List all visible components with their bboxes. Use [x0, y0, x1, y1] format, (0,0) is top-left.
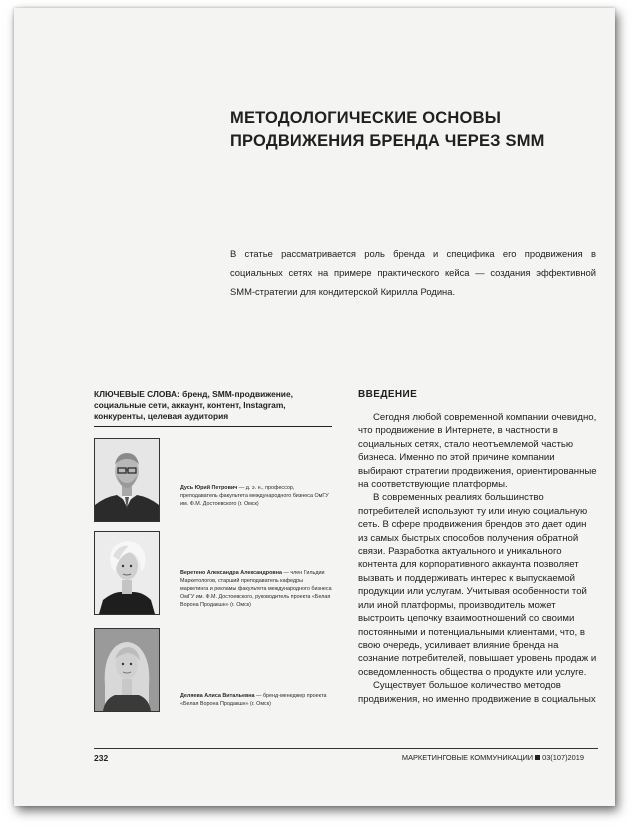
author-photo-1: [94, 438, 160, 522]
author-bio-3: — бренд-менеджер проекта «Белая Ворона Продакшн» (г. Омск): [180, 693, 327, 707]
journal-issue: 03(107)2019: [542, 753, 584, 762]
page-number: 232: [94, 753, 109, 763]
author-caption-2: [180, 569, 332, 609]
author-bio-2: — член Гильдии Маркетологов, старший преподаватель кафедры маркетинга и рекламы факультета международного бизнеса ОмГУ им. Ф.М. Достоевского, руководитель проекта «Белая Ворона Продакшн» (г. Омск): [180, 570, 332, 608]
keywords-divider: [94, 426, 332, 427]
section-heading: ВВЕДЕНИЕ: [358, 389, 418, 400]
article-title-line-2: ПРОДВИЖЕНИЯ БРЕНДА ЧЕРЕЗ SMM: [230, 132, 545, 150]
article-abstract: В статье рассматривается роль бренда и специфика его продвижения в социальных сетях на примере практического кейса — создания эффективной SMM-стратегии для кондитерской Кирилла Родина.: [230, 248, 596, 297]
keywords: КЛЮЧЕВЫЕ СЛОВА: бренд, SMM-продвижение, социальные сети, аккаунт, контент, Instagram, конкуренты, целевая аудитория: [94, 389, 293, 421]
author-name-3: Деляева Алиса Витальевна: [180, 693, 255, 699]
journal-name: МАРКЕТИНГОВЫЕ КОММУНИКАЦИИ: [401, 753, 534, 762]
author-caption-3: [180, 692, 332, 708]
article-title: [230, 107, 610, 153]
intro-body: [358, 411, 598, 706]
author-name-2: Веретено Александра Александровна: [180, 570, 282, 576]
intro-paragraph-3: Существует большое количество методов продвижения, но именно продвижение в социальных: [358, 680, 596, 705]
intro-paragraph-2: В современных реалиях большинство потребителей используют ту или иную социальную сеть. В сфере продвижения брендов это дает один из самых быстрых способов получения обратной связи. Разработка актуального и уникального контента для корпоративного аккаунта позволяет вызвать и поддерживать интерес к выпускаемой продукции или услугам. Учитывая особенности той или иной платформы, производитель может выстроить цепочку взаимоотношений со своими постоянными и потенциальными клиентами, что, в свою очередь, усиливает влияние бренда на сознание потребителей, повышает уровень продаж и осведомленность общества о продукте или услуге.: [358, 492, 597, 678]
journal-info: [402, 753, 584, 762]
author-bio-1: — д. э. н., профессор, преподаватель факультета международного бизнеса ОмГУ им. Ф.М. Достоевского (г. Омск): [180, 485, 329, 507]
article-title-line-1: МЕТОДОЛОГИЧЕСКИЕ ОСНОВЫ: [230, 109, 502, 127]
author-photo-3: [94, 628, 160, 712]
author-photo-2: [94, 531, 160, 615]
intro-paragraph-1: Сегодня любой современной компании очевидно, что продвижение в Интернете, в частности в социальных сетях, стало неотъемлемой частью бизнеса. Именно по этой причине компании выбирают стратегии продвижения, ориентированные на соответствующие платформы.: [358, 412, 597, 491]
author-caption-1: [180, 484, 332, 508]
footer-divider: [94, 748, 598, 749]
square-separator-icon: [535, 755, 540, 760]
journal-page: [14, 8, 615, 806]
author-name-1: Дусь Юрий Петрович: [180, 485, 238, 491]
